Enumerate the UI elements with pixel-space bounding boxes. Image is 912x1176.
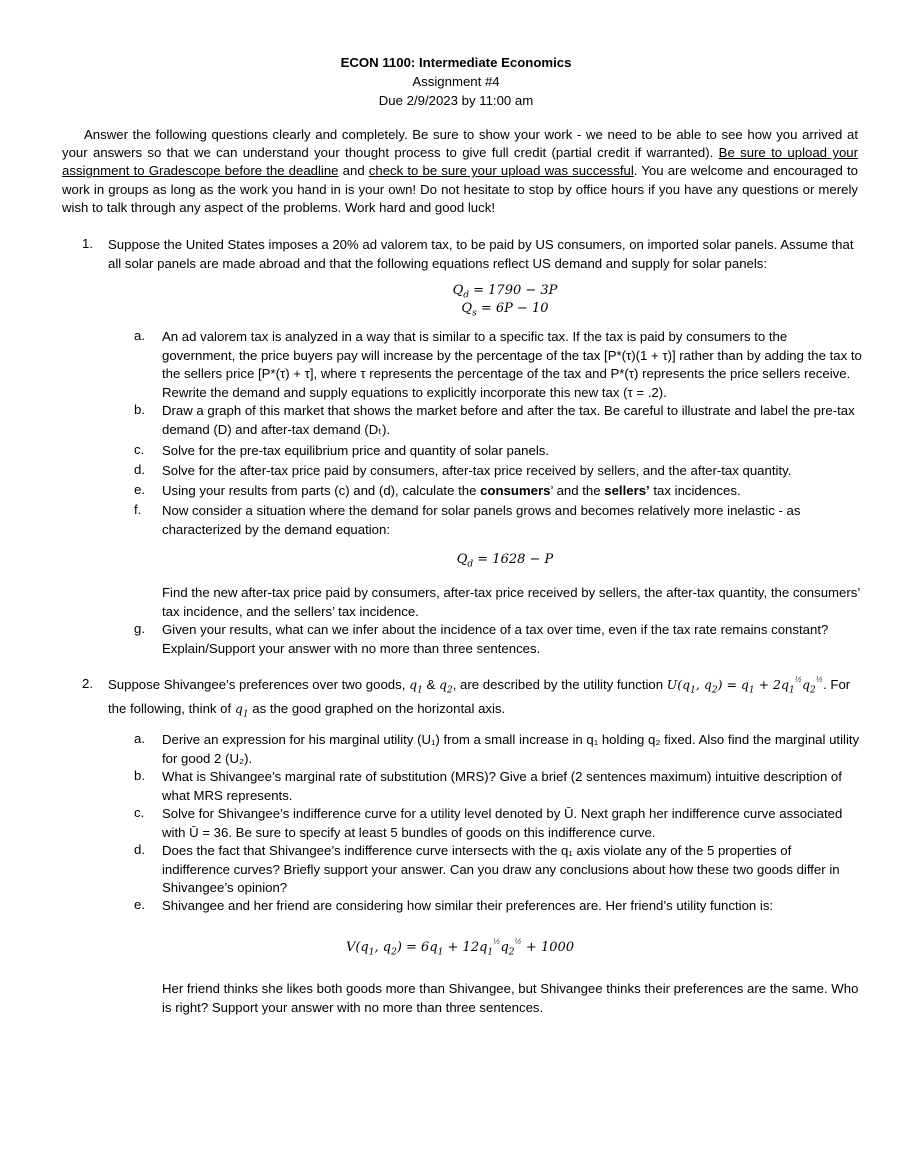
part-1c-letter: c. bbox=[134, 442, 145, 457]
part-2e-text-2: Her friend thinks she likes both goods more than Shivangee, but Shivangee thinks their preferences are the same. Who is right? Support your answer with no more than three sentences. bbox=[162, 981, 859, 1015]
due-date: Due 2/9/2023 by 11:00 am bbox=[378, 93, 534, 108]
part-1e-post: tax incidences. bbox=[649, 483, 741, 498]
part-1e-mid: ’ and the bbox=[550, 483, 605, 498]
q2-text-end: as the good graphed on the horizontal axis. bbox=[248, 701, 506, 716]
part-2d-text: Does the fact that Shivangee’s indifference curve intersects with the q₁ axis violate any of the 5 properties of indifference curves? Briefly support your answer. Can you draw any conclusions about how these two goods differ in Shivangee’s opinion? bbox=[162, 843, 840, 896]
part-1f-text: Now consider a situation where the demand for solar panels grows and becomes relatively more inelastic - as characterized by the demand equation: bbox=[162, 503, 801, 537]
part-2e-letter: e. bbox=[134, 897, 145, 912]
part-2e-text: Shivangee and her friend are considering how similar their preferences are. Her friend’s utility function is: bbox=[162, 898, 774, 913]
utility-function: $U(q_1$, $q_2) = q_1$ + $2q_1\frac{1}{2}q_2\frac{1}{2}$ bbox=[666, 675, 824, 696]
good-2-math: $q_2$ bbox=[438, 677, 453, 696]
horizontal-good-math: $q_1$ bbox=[234, 701, 249, 720]
course-title: ECON 1100: Intermediate Economics bbox=[340, 55, 572, 70]
question-1-number: 1. bbox=[82, 236, 93, 251]
friend-utility-function: $V(q_1$, $q_2) = 6q_1$ + $12q_1\frac{1}{2}q_2\frac{1}{2} + 1000$ bbox=[345, 937, 575, 958]
part-1c-text: Solve for the pre-tax equilibrium price and quantity of solar panels. bbox=[162, 443, 550, 458]
q2-text-post: . For the following, think of bbox=[108, 677, 851, 716]
part-1e-pre: Using your results from parts (c) and (d), calculate the bbox=[162, 483, 481, 498]
part-1a-text: An ad valorem tax is analyzed in a way that is similar to a specific tax. If the tax is paid by consumers to the government, the price buyers pay will increase by the percentage of the tax [P*(τ)(1 + τ)] rather than by adding the tax to the sellers price [P*(τ) + τ], where τ represents the percentage of the tax and P*(τ) represents the price sellers receive. Rewrite the demand and supply equations to explicitly incorporate this new tax (τ = .2). bbox=[162, 329, 862, 400]
question-2-text: Suppose Shivangee’s preferences over two goods, $q_1$ & $q_2$, are described by the utility function $U(q_1$, $q_2) = q_1$ + $2q_1\frac{1}{2}q_2\frac{1}{2}$. For the following, think of $q_1$ as the good graphed on the horizontal axis. bbox=[108, 675, 851, 720]
part-2c-text: Solve for Shivangee’s indifference curve for a utility level denoted by Ū. Next graph her indifference curve associated with Ū = 36. Be sure to specify at least 5 bundles of goods on this indifference curve. bbox=[162, 806, 843, 840]
part-1e-text bbox=[162, 482, 862, 501]
part-1g-text: Given your results, what can we infer about the incidence of a tax over time, even if the tax rate remains constant? Explain/Support your answer with no more than three sentences. bbox=[162, 622, 829, 656]
part-1d-letter: d. bbox=[134, 462, 145, 477]
new-demand-equation: $Q_d = 1628 - P$ bbox=[456, 552, 554, 570]
check-upload-instruction: check to be sure your upload was successful bbox=[368, 163, 634, 179]
upload-instruction: Be sure to upload your assignment to Gradescope before the deadline bbox=[62, 145, 858, 179]
part-2d-letter: d. bbox=[134, 842, 145, 857]
intro-text-2: . You are welcome and encouraged to work in groups as long as the work you hand in is your own! Do not hesitate to stop by office hours if you have any questions or merely wish to talk through any aspect of the problems. Work hard and good luck! bbox=[62, 163, 858, 215]
goods-math: $q_1$ bbox=[409, 677, 423, 696]
part-2b-letter: b. bbox=[134, 768, 145, 783]
sellers-bold: sellers’ bbox=[604, 483, 650, 498]
part-1f-letter: f. bbox=[134, 502, 142, 517]
part-1e-letter: e. bbox=[134, 482, 145, 497]
demand-equation: $Q_d = 1790 - 3P$ bbox=[452, 283, 558, 301]
part-1g-letter: g. bbox=[134, 621, 145, 636]
consumers-bold: consumers bbox=[480, 483, 551, 498]
question-2-number: 2. bbox=[82, 676, 93, 691]
part-2c-letter: c. bbox=[134, 805, 145, 820]
document-header bbox=[0, 53, 912, 110]
instructions-paragraph bbox=[62, 126, 858, 217]
q2-text-mid: , are described by the utility function bbox=[452, 677, 667, 692]
part-2a-letter: a. bbox=[134, 731, 145, 746]
assignment-title: Assignment #4 bbox=[412, 74, 500, 89]
part-1a-letter: a. bbox=[134, 328, 145, 343]
q2-text-pre: Suppose Shivangee’s preferences over two goods, bbox=[108, 677, 410, 692]
part-2b-text: What is Shivangee’s marginal rate of substitution (MRS)? Give a brief (2 sentences maximum) intuitive description of what MRS represents. bbox=[162, 769, 842, 803]
part-1b-text: Draw a graph of this market that shows the market before and after the tax. Be careful to illustrate and label the pre-tax demand (D) and after-tax demand (Dₜ). bbox=[162, 403, 855, 437]
intro-and: and bbox=[338, 163, 369, 179]
part-1b-letter: b. bbox=[134, 402, 145, 417]
intro-text-1: Answer the following questions clearly and completely. Be sure to show your work - we need to be able to see how you arrived at your answers so that we can understand your thought process to give full credit (partial credit if warranted). bbox=[62, 127, 858, 161]
part-2a-text: Derive an expression for his marginal utility (U₁) from a small increase in q₁ holding q₂ fixed. Also find the marginal utility for good 2 (U₂). bbox=[162, 732, 860, 766]
part-1d-text: Solve for the after-tax price paid by consumers, after-tax price received by sellers, and the after-tax quantity. bbox=[162, 463, 792, 478]
supply-equation: $Q_s = 6P - 10$ bbox=[461, 301, 549, 319]
part-1f-text-2: Find the new after-tax price paid by consumers, after-tax price received by sellers, the after-tax quantity, the consumers’ tax incidence, and the sellers’ tax incidence. bbox=[162, 585, 860, 619]
question-1-text: Suppose the United States imposes a 20% ad valorem tax, to be paid by US consumers, on imported solar panels. Assume that all solar panels are made abroad and that the following equations reflect US demand and supply for solar panels: bbox=[108, 237, 854, 271]
